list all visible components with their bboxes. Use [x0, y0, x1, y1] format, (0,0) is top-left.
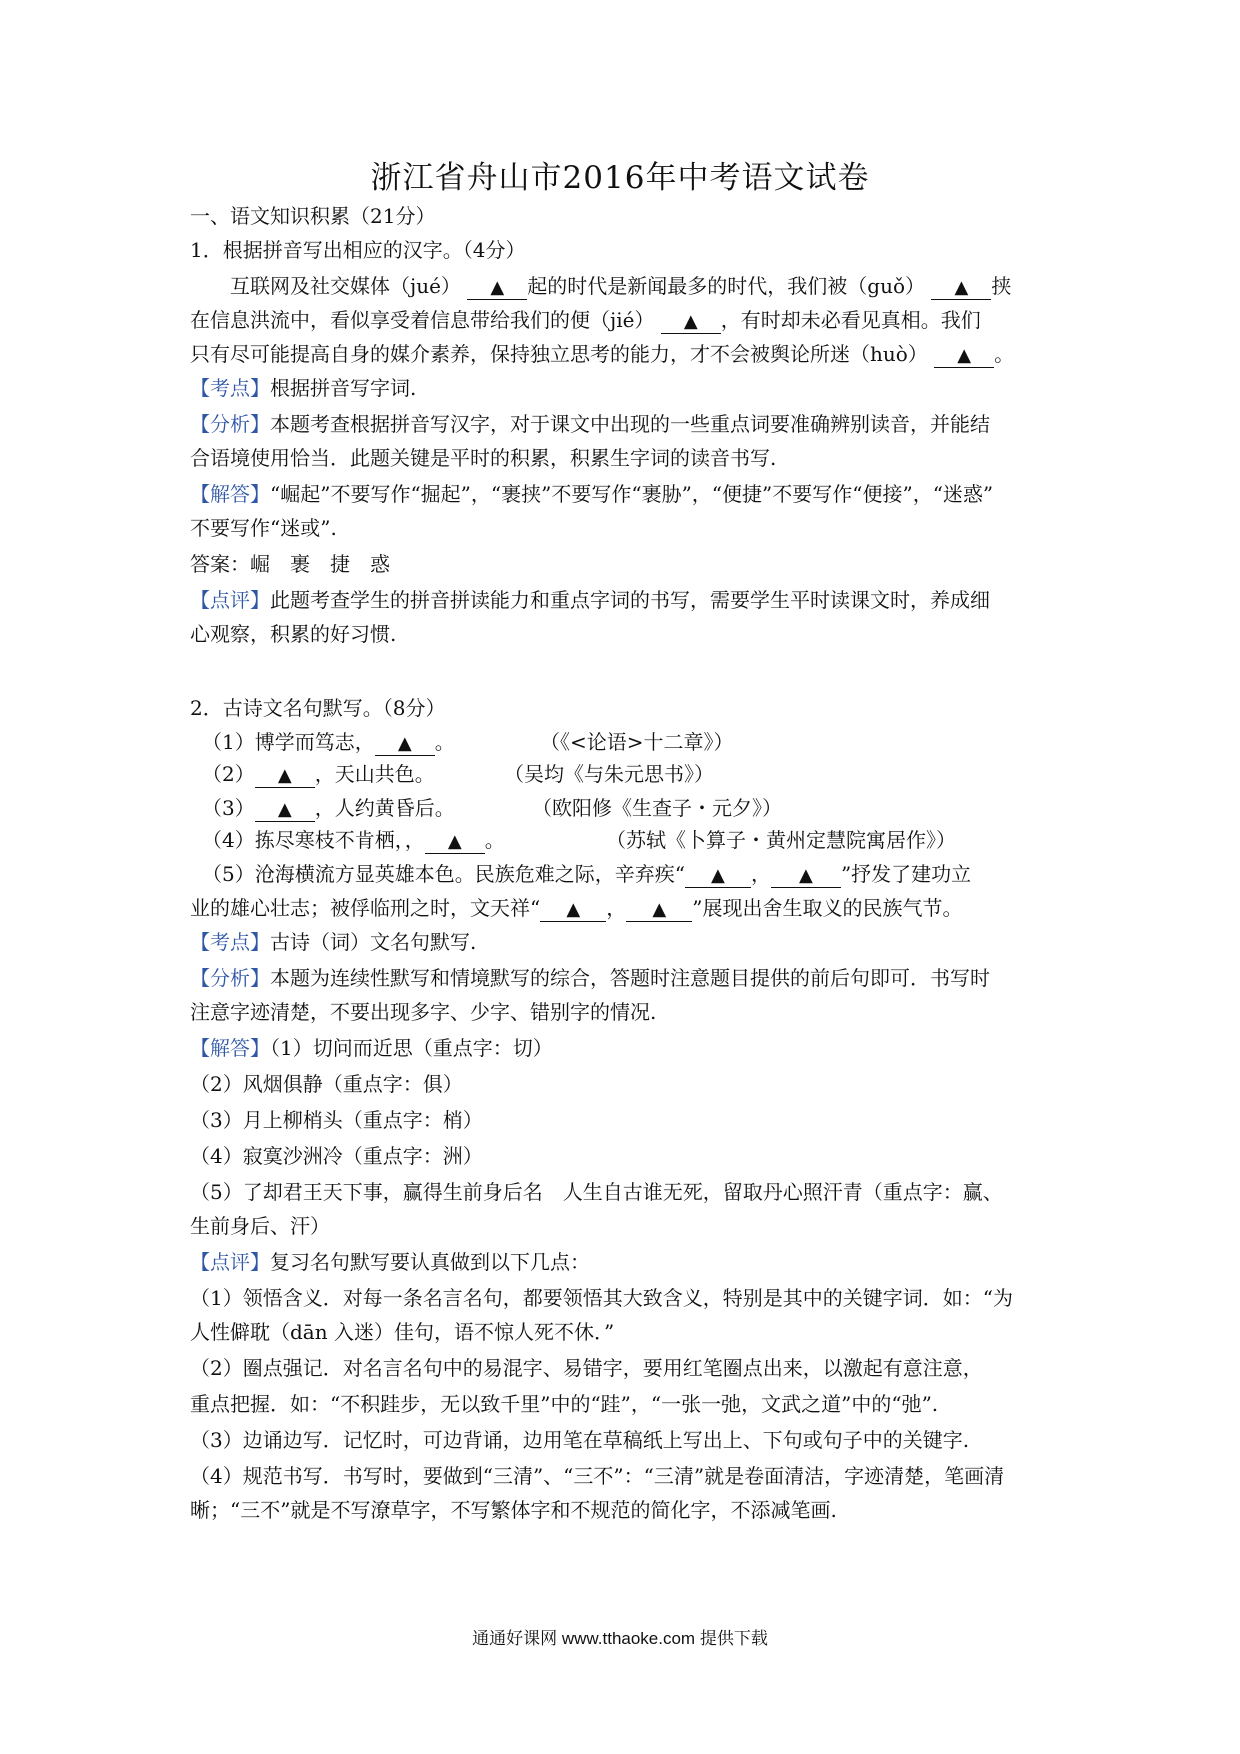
kaodian-text: 古诗（词）文名句默写.: [270, 930, 477, 954]
q2-fenxi: [190, 964, 990, 992]
q2-source: （苏轼《卜算子・黄州定慧院寓居作》）: [606, 828, 956, 852]
triangle-marker-icon: ▲: [397, 733, 412, 754]
q2-jieda: [190, 1034, 553, 1062]
triangle-marker-icon: ▲: [711, 865, 725, 886]
q2-text: 。: [484, 828, 505, 852]
answer-blank: [685, 865, 751, 888]
q2-jieda-5-cont: 生前身后、汗）: [190, 1214, 330, 1238]
q2-text: （1）博学而笃志，: [202, 730, 375, 754]
fenxi-tag: 【分析】: [190, 412, 270, 436]
page-footer: 通通好课网 www.tthaoke.com 提供下载: [472, 1629, 768, 1648]
q2-tip-4: （4）规范书写．书写时，要做到“三清”、“三不”：“三清”就是卷面清洁，字迹清楚，笔画清: [190, 1464, 1005, 1488]
q2-text: （5）沧海横流方显英雄本色。民族危难之际，辛弃疾“: [202, 862, 685, 886]
answer-blank: [934, 345, 994, 368]
q2-item-5-cont: [190, 894, 962, 922]
q2-text: ”抒发了建功立: [840, 862, 972, 886]
q1-text: 只有尽可能提高自身的媒介素养，保持独立思考的能力，才不会被舆论所迷（huò）: [190, 342, 928, 366]
q1-answer: 答案：崛 裹 捷 惑: [190, 552, 390, 576]
answer-blank: [425, 831, 485, 854]
q2-dianping: [190, 1248, 590, 1276]
q2-item-4: [202, 826, 956, 854]
q1-kaodian: [190, 374, 416, 402]
q1-fenxi: [190, 410, 990, 438]
q2-jieda-4: （4）寂寞沙洲冷（重点字：洲）: [190, 1144, 483, 1168]
triangle-marker-icon: ▲: [447, 831, 462, 852]
answer-blank: [661, 311, 721, 334]
q1-fenxi-cont: 合语境使用恰当．此题关键是平时的积累，积累生字词的读音书写.: [190, 446, 777, 470]
q2-stem: 2．古诗文名句默写。（8分）: [190, 696, 446, 720]
q2-kaodian: [190, 928, 476, 956]
dianping-text: 此题考查学生的拼音拼读能力和重点字词的书写，需要学生平时读课文时，养成细: [270, 588, 990, 612]
q1-passage-line-3: [190, 340, 1014, 368]
q1-jieda-cont: 不要写作“迷或”.: [190, 516, 337, 540]
q1-text: 在信息洪流中，看似享受着信息带给我们的便（jié）: [190, 308, 655, 332]
jieda-text: （1）切问而近思（重点字：切）: [270, 1036, 553, 1060]
kaodian-tag: 【考点】: [190, 376, 270, 400]
q2-tip-4-cont: 晰；“三不”就是不写潦草字，不写繁体字和不规范的简化字，不添减笔画.: [190, 1498, 837, 1522]
triangle-marker-icon: ▲: [799, 865, 813, 886]
q1-text: 。: [994, 342, 1015, 366]
answer-blank: [771, 865, 841, 888]
q2-tip-1-cont: 人性僻耽（dān 入迷）佳句，语不惊人死不休．”: [190, 1320, 615, 1344]
q2-item-1: [202, 728, 734, 756]
triangle-marker-icon: ▲: [277, 799, 292, 820]
q1-text: ，有时却未必看见真相。我们: [720, 308, 981, 332]
q2-text: 业的雄心壮志；被俘临刑之时，文天祥“: [190, 896, 541, 920]
fenxi-tag: 【分析】: [190, 966, 270, 990]
q1-jieda: [190, 480, 993, 508]
triangle-marker-icon: ▲: [277, 765, 292, 786]
kaodian-text: 根据拼音写字词.: [270, 376, 417, 400]
triangle-marker-icon: ▲: [652, 899, 667, 920]
q2-text: 。: [434, 730, 455, 754]
q2-jieda-2: （2）风烟俱静（重点字：俱）: [190, 1072, 463, 1096]
q2-text: ”展现出舍生取义的民族气节。: [692, 896, 963, 920]
dianping-text: 复习名句默写要认真做到以下几点：: [270, 1250, 590, 1274]
q1-dianping-cont: 心观察，积累的好习惯.: [190, 622, 397, 646]
q2-text: （4）拣尽寒枝不肯栖，，: [202, 828, 425, 852]
answer-blank: [540, 899, 606, 922]
jieda-text: “崛起”不要写作“掘起”，“裹挟”不要写作“裹胁”，“便捷”不要写作“便接”，“迷惑”: [270, 482, 994, 506]
q2-fenxi-cont: 注意字迹清楚，不要出现多字、少字、错别字的情况.: [190, 1000, 657, 1024]
q1-stem: 1．根据拼音写出相应的汉字。（4分）: [190, 238, 526, 262]
triangle-marker-icon: ▲: [954, 277, 969, 298]
jieda-tag: 【解答】: [190, 1036, 270, 1060]
page-title: 浙江省舟山市2016年中考语文试卷: [370, 160, 870, 196]
q2-item-2: [202, 760, 714, 788]
q2-tip-2-cont: 重点把握．如：“不积跬步，无以致千里”中的“跬”，“一张一弛，文武之道”中的“弛”.: [190, 1392, 939, 1416]
q2-tip-1: （1）领悟含义．对每一条名言名句，都要领悟其大致含义，特别是其中的关键字词．如：“为: [190, 1286, 1013, 1310]
triangle-marker-icon: ▲: [490, 277, 505, 298]
q2-source: （《<论语>十二章》）: [540, 730, 734, 754]
q2-source: （欧阳修《生查子・元夕》）: [532, 796, 782, 820]
q2-source: （吴均《与朱元思书》）: [504, 762, 714, 786]
q2-text: （3）: [202, 796, 255, 820]
answer-blank: [375, 733, 435, 756]
triangle-marker-icon: ▲: [683, 311, 698, 332]
q2-item-5: [202, 860, 971, 888]
q2-text: （2）: [202, 762, 255, 786]
q2-text: ，人约黄昏后。: [314, 796, 455, 820]
triangle-marker-icon: ▲: [957, 345, 972, 366]
fenxi-text: 本题考查根据拼音写汉字，对于课文中出现的一些重点词要准确辨别读音，并能结: [270, 412, 990, 436]
dianping-tag: 【点评】: [190, 588, 270, 612]
answer-blank: [467, 277, 527, 300]
q2-jieda-5: （5）了却君王天下事，赢得生前身后名 人生自古谁无死，留取丹心照汗青（重点字：赢、: [190, 1180, 1003, 1204]
q2-text: ，天山共色。: [314, 762, 435, 786]
triangle-marker-icon: ▲: [566, 899, 581, 920]
q1-text: 挟: [991, 274, 1012, 298]
q2-jieda-3: （3）月上柳梢头（重点字：梢）: [190, 1108, 483, 1132]
answer-blank: [255, 765, 315, 788]
q1-dianping: [190, 586, 990, 614]
section-heading: 一、语文知识积累（21分）: [190, 204, 436, 228]
q1-text: 起的时代是新闻最多的时代，我们被（guǒ）: [527, 274, 926, 298]
q2-tip-3: （3）边诵边写．记忆时，可边背诵，边用笔在草稿纸上写出上、下句或句子中的关键字.: [190, 1428, 970, 1452]
dianping-tag: 【点评】: [190, 1250, 270, 1274]
q2-text: ，: [606, 896, 627, 920]
answer-blank: [931, 277, 991, 300]
q2-item-3: [202, 794, 782, 822]
q2-tip-2: （2）圈点强记．对名言名句中的易混字、易错字，要用红笔圈点出来，以激起有意注意，: [190, 1356, 983, 1380]
fenxi-text: 本题为连续性默写和情境默写的综合，答题时注意题目提供的前后句即可．书写时: [270, 966, 990, 990]
q1-passage-line-2: [190, 306, 981, 334]
kaodian-tag: 【考点】: [190, 930, 270, 954]
jieda-tag: 【解答】: [190, 482, 270, 506]
q1-passage-line-1: [230, 272, 1011, 300]
q1-text: 互联网及社交媒体（jué）: [230, 274, 461, 298]
answer-blank: [626, 899, 692, 922]
q2-text: ，: [750, 862, 771, 886]
answer-blank: [255, 799, 315, 822]
